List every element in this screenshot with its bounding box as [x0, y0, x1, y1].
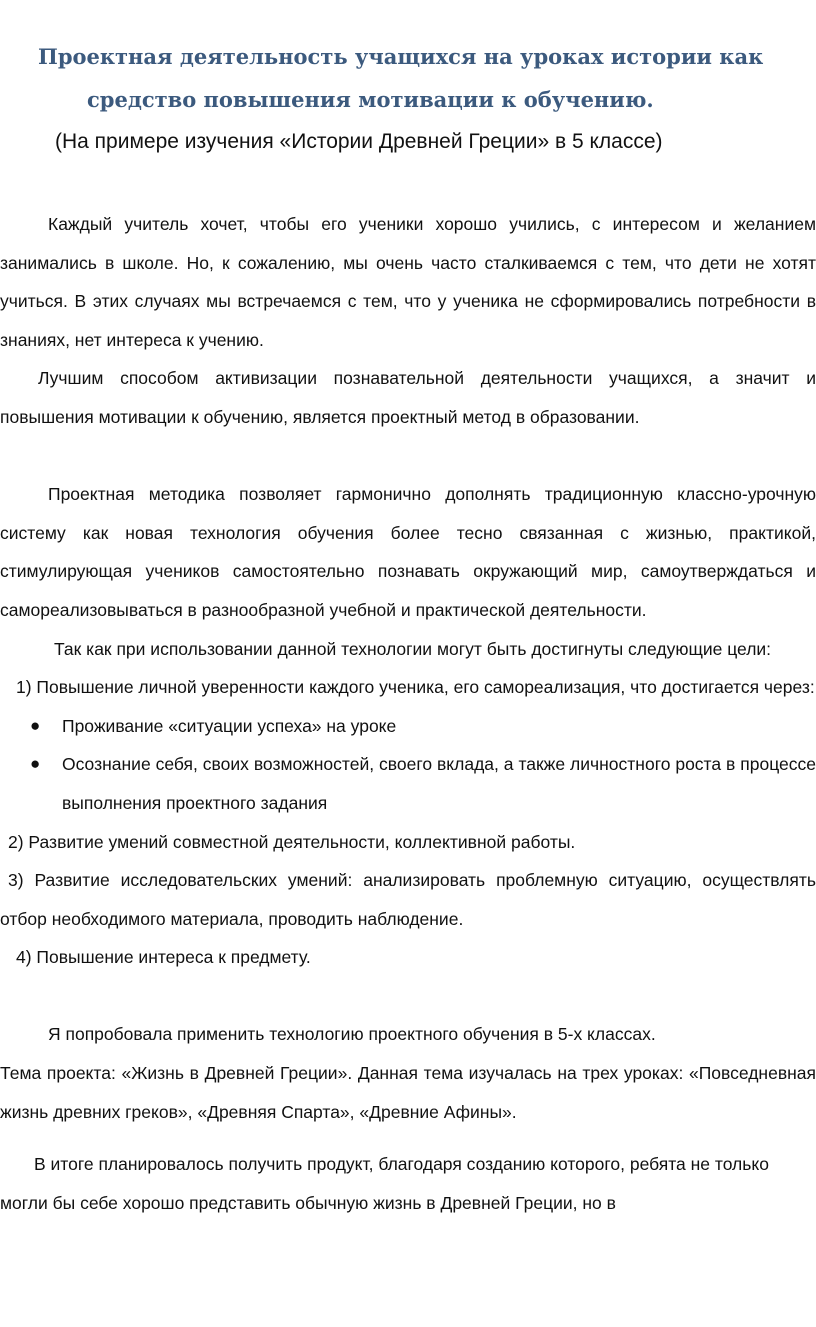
- paragraph-result: В итоге планировалось получить продукт, благодаря созданию которого, ребята не только могли бы себе хорошо представить обычную жизнь в Древней Греции, но в: [0, 1154, 769, 1213]
- spacer: [0, 437, 816, 476]
- list-item-text: Проживание «ситуации успеха» на уроке: [62, 715, 397, 736]
- list-item-text: Осознание себя, своих возможностей, своего вклада, а также личностного роста в процессе выполнения проектного задания: [62, 754, 816, 813]
- title-line-2: средство повышения мотивации к обучению.: [87, 87, 654, 112]
- paragraph-project-topic: Тема проекта: «Жизнь в Древней Греции». Данная тема изучалась на трех уроках: «Повседневная жизнь древних греков», «Древняя Спарта», «Древние Афины».: [0, 1063, 816, 1122]
- bullet-dot-icon: ●: [30, 754, 41, 774]
- goal-3: 3) Развитие исследовательских умений: анализировать проблемную ситуацию, осуществлять отбор необходимого материала, проводить наблюдение.: [0, 870, 816, 929]
- paragraph-goals-intro: Так как при использовании данной технологии могут быть достигнуты следующие цели:: [54, 638, 772, 659]
- subtitle: (На примере изучения «Истории Древней Греции» в 5 классе): [55, 130, 663, 153]
- title-line-1: Проектная деятельность учащихся на уроках истории как: [38, 44, 764, 69]
- list-item: [0, 745, 816, 822]
- paragraph-best-method: Лучшим способом активизации познавательной деятельности учащихся, а значит и повышения мотивации к обучению, является проектный метод в образовании.: [0, 368, 816, 427]
- spacer: [0, 977, 816, 1016]
- document-body: [0, 205, 816, 1222]
- paragraph-experience: Я попробовала применить технологию проектного обучения в 5-х классах.: [48, 1024, 656, 1045]
- spacer: [0, 1131, 816, 1145]
- list-item: [0, 707, 816, 746]
- bullet-list: [0, 707, 816, 823]
- paragraph-project-method: Проектная методика позволяет гармонично дополнять традиционную классно-урочную систему как новая технология обучения более тесно связанная с жизнью, практикой, стимулирующая учеников самостоятельно познавать окружающий мир, самоутверждаться и самореализовываться в разнообразной учебной и практической деятельности.: [0, 484, 816, 620]
- goal-4: 4) Повышение интереса к предмету.: [16, 947, 311, 968]
- goal-2: 2) Развитие умений совместной деятельности, коллективной работы.: [8, 831, 576, 852]
- goal-1: 1) Повышение личной уверенности каждого ученика, его самореализация, что достигается через:: [16, 677, 815, 698]
- bullet-dot-icon: ●: [30, 715, 41, 735]
- paragraph-intro: Каждый учитель хочет, чтобы его ученики хорошо учились, с интересом и желанием занимались в школе. Но, к сожалению, мы очень часто сталкиваемся с тем, что дети не хотят учиться. В этих случаях мы встречаемся с тем, что у ученика не сформировались потребности в знаниях, нет интереса к учению.: [0, 214, 816, 350]
